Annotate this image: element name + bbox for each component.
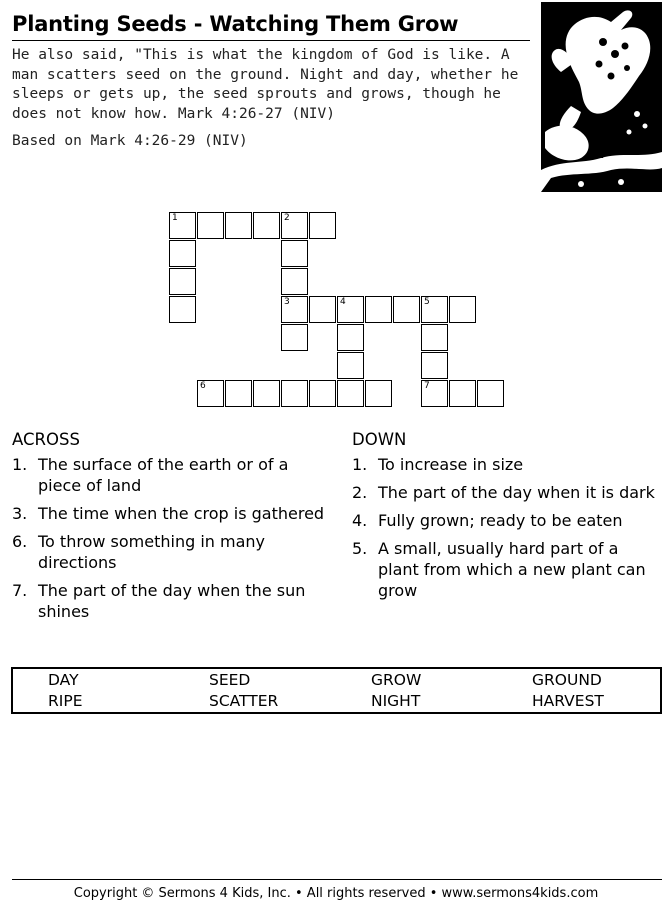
grid-cell[interactable] <box>281 240 308 267</box>
clue-item <box>12 503 332 524</box>
grid-cell[interactable] <box>449 296 476 323</box>
scripture-passage: He also said, "This is what the kingdom of God is like. A man scatters seed on the ground. Night and day, whether he sleeps or gets up, the seed sprouts and grows, though he does not know how. Mark 4:26-27 (NIV) <box>12 47 519 122</box>
grid-cell[interactable] <box>197 380 224 407</box>
grid-cell[interactable] <box>225 380 252 407</box>
word-bank-item: HARVEST <box>532 692 604 710</box>
clue-item-number: 1. <box>352 455 368 474</box>
clue-number: 2 <box>284 213 290 223</box>
grid-cell[interactable] <box>337 296 364 323</box>
word-bank-item: RIPE <box>48 692 83 710</box>
grid-cell[interactable] <box>281 380 308 407</box>
clue-number: 6 <box>200 381 206 391</box>
grid-cell[interactable] <box>169 240 196 267</box>
word-bank-item: SCATTER <box>209 692 279 710</box>
grid-cell[interactable] <box>337 352 364 379</box>
scripture-reference: Based on Mark 4:26-29 (NIV) <box>12 133 248 149</box>
clue-item-text: To increase in size <box>378 455 524 474</box>
word-bank-item: DAY <box>48 671 79 689</box>
grid-cell[interactable] <box>169 296 196 323</box>
grid-cell[interactable] <box>365 380 392 407</box>
grid-cell[interactable] <box>393 296 420 323</box>
grid-cell[interactable] <box>309 380 336 407</box>
grid-cell[interactable] <box>449 380 476 407</box>
grid-cell[interactable] <box>281 296 308 323</box>
clue-item-number: 2. <box>352 483 368 502</box>
clue-item <box>12 531 332 573</box>
clue-item <box>12 580 332 622</box>
grid-cell[interactable] <box>253 212 280 239</box>
grid-cell[interactable] <box>337 324 364 351</box>
clue-item-text: The time when the crop is gathered <box>38 504 325 523</box>
grid-cell[interactable] <box>281 212 308 239</box>
page-title: Planting Seeds - Watching Them Grow <box>12 12 459 36</box>
grid-cell[interactable] <box>365 296 392 323</box>
clue-item <box>352 510 664 531</box>
across-heading: ACROSS <box>12 430 80 449</box>
word-bank-item: NIGHT <box>371 692 421 710</box>
word-bank-item: SEED <box>209 671 251 689</box>
across-clues <box>12 430 332 629</box>
word-bank-item: GROUND <box>532 671 602 689</box>
word-bank <box>11 667 662 714</box>
clue-item-text: The part of the day when the sun shines <box>38 581 306 621</box>
word-bank-item: GROW <box>371 671 422 689</box>
grid-cell[interactable] <box>169 268 196 295</box>
clue-item-text: Fully grown; ready to be eaten <box>378 511 623 530</box>
grid-cell[interactable] <box>309 212 336 239</box>
clue-item <box>352 482 664 503</box>
grid-cell[interactable] <box>309 296 336 323</box>
footer-divider <box>12 879 662 880</box>
clue-item-text: The surface of the earth or of a piece of land <box>38 455 289 495</box>
grid-cell[interactable] <box>225 212 252 239</box>
clue-item-number: 3. <box>12 504 28 523</box>
clue-item <box>352 538 664 601</box>
clue-item-number: 4. <box>352 511 368 530</box>
clue-item-text: To throw something in many directions <box>38 532 265 572</box>
clue-item-number: 1. <box>12 455 28 474</box>
clue-number: 5 <box>424 297 430 307</box>
down-clues <box>352 430 664 608</box>
clue-number: 3 <box>284 297 290 307</box>
clue-item <box>12 454 332 496</box>
grid-cell[interactable] <box>421 380 448 407</box>
grid-cell[interactable] <box>477 380 504 407</box>
grid-cell[interactable] <box>281 324 308 351</box>
grid-cell[interactable] <box>197 212 224 239</box>
grid-cell[interactable] <box>421 324 448 351</box>
grid-cell[interactable] <box>337 380 364 407</box>
clue-number: 1 <box>172 213 178 223</box>
clue-item-number: 6. <box>12 532 28 551</box>
title-divider <box>12 40 530 41</box>
clue-number: 7 <box>424 381 430 391</box>
grid-cell[interactable] <box>281 268 308 295</box>
clue-number: 4 <box>340 297 346 307</box>
grid-cell[interactable] <box>421 296 448 323</box>
clue-item <box>352 454 664 475</box>
clue-item-text: A small, usually hard part of a plant from which a new plant can grow <box>378 539 646 600</box>
clue-item-text: The part of the day when it is dark <box>378 483 655 502</box>
down-heading: DOWN <box>352 430 407 449</box>
clue-item-number: 7. <box>12 581 28 600</box>
clue-item-number: 5. <box>352 539 368 558</box>
copyright-footer: Copyright © Sermons 4 Kids, Inc. • All rights reserved • www.sermons4kids.com <box>73 886 599 901</box>
grid-cell[interactable] <box>253 380 280 407</box>
grid-cell[interactable] <box>169 212 196 239</box>
hands-seeds-illustration <box>541 2 662 192</box>
grid-cell[interactable] <box>421 352 448 379</box>
